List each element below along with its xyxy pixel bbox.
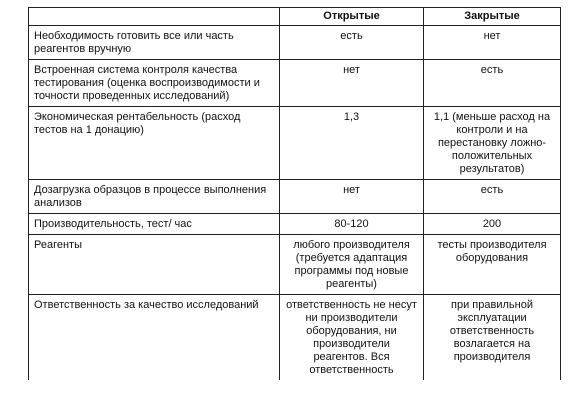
row-closed-value: есть: [424, 60, 561, 107]
header-closed: Закрытые: [424, 8, 561, 26]
row-open-value: есть: [280, 26, 424, 60]
row-open-value: ответственность не несут ни производители оборудования, ни производители реагентов. Вся ответственность: [280, 295, 424, 381]
row-closed-value: 200: [424, 214, 561, 235]
header-criterion: [29, 8, 280, 26]
comparison-table: [28, 7, 561, 380]
table-row: [29, 60, 561, 107]
row-closed-value: 1,1 (меньше расход на контроли и на перестановку ложно-положительных результатов): [424, 107, 561, 180]
table-row: [29, 107, 561, 180]
row-criterion: Дозагрузка образцов в процессе выполнения анализов: [29, 180, 280, 214]
row-closed-value: при правильной эксплуатации ответственность возлагается на производителя: [424, 295, 561, 381]
row-criterion: Реагенты: [29, 235, 280, 295]
row-criterion: Экономическая рентабельность (расход тестов на 1 донацию): [29, 107, 280, 180]
row-criterion: Необходимость готовить все или часть реагентов вручную: [29, 26, 280, 60]
table-row: [29, 235, 561, 295]
header-open: Открытые: [280, 8, 424, 26]
row-closed-value: есть: [424, 180, 561, 214]
row-open-value: 80-120: [280, 214, 424, 235]
table-row: [29, 26, 561, 60]
row-open-value: любого производителя (требуется адаптация программы под новые реагенты): [280, 235, 424, 295]
row-open-value: нет: [280, 180, 424, 214]
row-open-value: нет: [280, 60, 424, 107]
row-criterion: Встроенная система контроля качества тестирования (оценка воспроизводимости и точности проведенных исследований): [29, 60, 280, 107]
table-row: [29, 214, 561, 235]
row-closed-value: тесты производителя оборудования: [424, 235, 561, 295]
table-header-row: [29, 8, 561, 26]
row-open-value: 1,3: [280, 107, 424, 180]
row-criterion: Производительность, тест/ час: [29, 214, 280, 235]
row-criterion: Ответственность за качество исследований: [29, 295, 280, 381]
row-closed-value: нет: [424, 26, 561, 60]
table-row: [29, 295, 561, 381]
table-row: [29, 180, 561, 214]
